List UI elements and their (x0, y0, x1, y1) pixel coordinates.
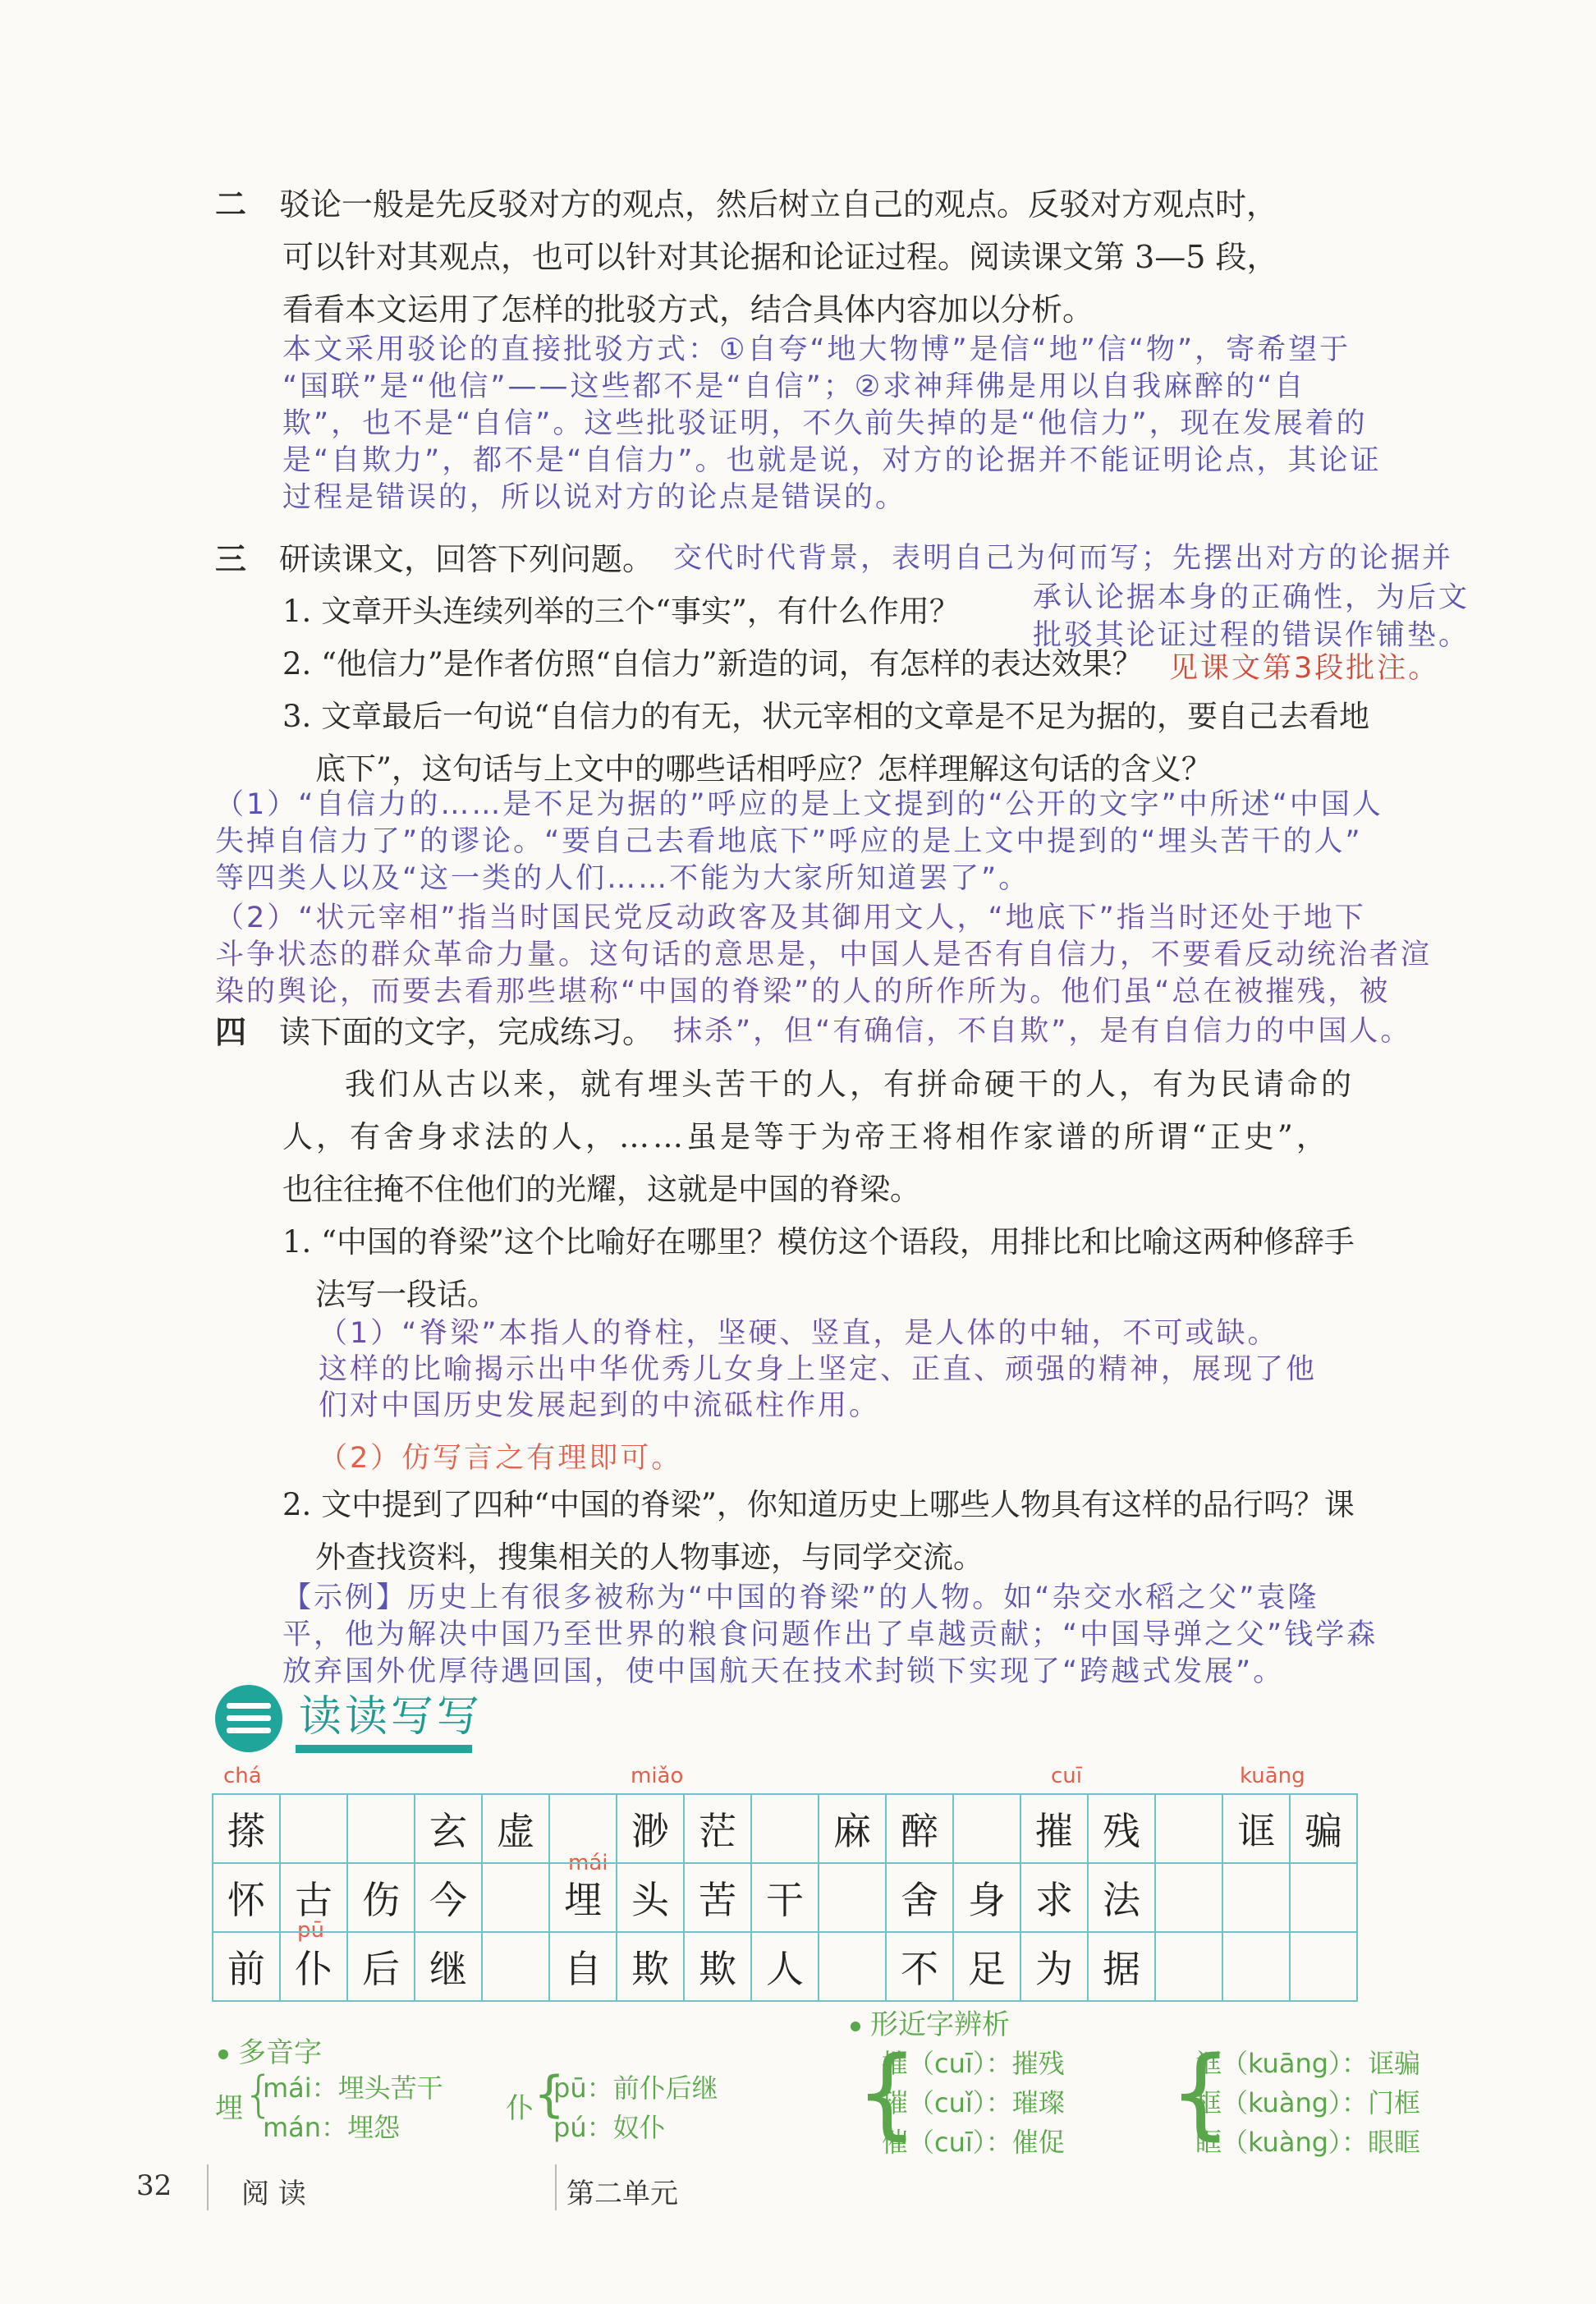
pinyin-mai: mái (568, 1851, 608, 1875)
grid-cell: 麻 (819, 1794, 886, 1863)
q3-answer-5: 斗争状态的群众革命力量。这句话的意思是，中国人是否有自信力，不要看反动统治者渲 (215, 939, 1433, 971)
grid-cell: 今 (415, 1863, 482, 1932)
list-section-icon (215, 1685, 282, 1752)
word-grid (212, 1793, 1358, 2002)
pinyin-pu: pū (297, 1918, 324, 1943)
pinyin-cui: cuī (1051, 1764, 1082, 1788)
q4-passage-3: 也往往掩不住他们的光耀，这就是中国的脊梁。 (282, 1172, 920, 1207)
q4-passage-2: 人，有舍身求法的人，……虽是等于为帝王将相作家谱的所谓“正史”， (282, 1119, 1330, 1154)
q4-item-2-line-1: 2. 文中提到了四种“中国的脊梁”，你知道历史上哪些人物具有这样的品行吗？课 (282, 1487, 1355, 1522)
q4-item-1-line-2: 法写一段话。 (315, 1277, 498, 1312)
footer-section: 阅 读 (241, 2178, 306, 2210)
pu-char: 仆 (506, 2092, 534, 2125)
grid-cell (1155, 1794, 1222, 1863)
kuang-item-1: 诓（kuāng）：诓骗 (1195, 2048, 1421, 2079)
grid-cell: 伤 (347, 1863, 415, 1932)
q3-item-2-answer: 见课文第3段批注。 (1169, 652, 1440, 685)
grid-cell (819, 1932, 886, 2001)
grid-cell (1222, 1863, 1290, 1932)
q2-line-3: 看看本文运用了怎样的批驳方式，结合具体内容加以分析。 (282, 291, 1094, 328)
q4-item-1-answer-4: （2）仿写言之有理即可。 (319, 1442, 683, 1475)
grid-cell: 苦 (684, 1863, 751, 1932)
q3-answer-1: （1）“自信力的……是不足为据的”呼应的是上文提到的“公开的文字”中所述“中国人 (215, 788, 1383, 821)
q4-title: 读下面的文字，完成练习。 (279, 1014, 654, 1050)
cui-item-2: 璀（cuǐ）：璀璨 (882, 2087, 1065, 2118)
grid-cell: 自 (549, 1932, 617, 2001)
section-title-underline (296, 1745, 472, 1753)
q2-answer-5: 过程是错误的，所以说对方的论点是错误的。 (282, 481, 907, 514)
grid-cell (751, 1794, 819, 1863)
cui-item-1: 摧（cuī）：摧残 (882, 2048, 1065, 2079)
grid-cell: 仆 (280, 1932, 347, 2001)
grid-row (213, 1863, 1357, 1932)
grid-cell: 虚 (482, 1794, 549, 1863)
q4-item-1-answer-2: 这样的比喻揭示出中华优秀儿女身上坚定、正直、顽强的精神，展现了他 (319, 1353, 1318, 1386)
pu-brace: { (534, 2066, 566, 2123)
q4-number: 四 (215, 1013, 247, 1050)
mai-reading-1: mái：埋头苦干 (263, 2072, 443, 2104)
q4-item-2-line-2: 外查找资料，搜集相关的人物事迹，与同学交流。 (315, 1540, 984, 1575)
grid-cell (1222, 1932, 1290, 2001)
cui-item-3: 催（cuī）：催促 (882, 2127, 1065, 2158)
grid-cell: 据 (1088, 1932, 1155, 2001)
mai-char: 埋 (215, 2092, 243, 2125)
q3-item-3-line-1: 3. 文章最后一句说“自信力的有无，状元宰相的文章是不足为据的，要自己去看地 (282, 699, 1369, 734)
grid-cell (549, 1794, 617, 1863)
q3-item-1: 1. 文章开头连续列举的三个“事实”，有什么作用？ (282, 594, 960, 629)
q2-line-2: 可以针对其观点，也可以针对其论据和论证过程。阅读课文第 3—5 段， (282, 239, 1278, 275)
q3-answer-7: 抹杀”，但“有确信，不自欺”，是有自信力的中国人。 (673, 1015, 1412, 1048)
q3-answer-4: （2）“状元宰相”指当时国民党反动政客及其御用文人，“地底下”指当时还处于地下 (215, 902, 1366, 934)
footer-divider (555, 2164, 557, 2210)
grid-cell: 古 (280, 1863, 347, 1932)
q3-answer-3: 等四类人以及“这一类的人们……不能为大家所知道罢了”。 (215, 862, 1030, 895)
grid-cell: 怀 (213, 1863, 280, 1932)
q3-number: 三 (215, 540, 247, 577)
q4-item-2-answer-2: 平，他为解决中国乃至世界的粮食问题作出了卓越贡献；“中国导弹之父”钱学森 (282, 1618, 1378, 1651)
bullet-icon (851, 2022, 860, 2031)
grid-cell: 为 (1020, 1932, 1088, 2001)
q3-note-3: 批驳其论证过程的错误作铺垫。 (1033, 619, 1470, 652)
q4-item-1-line-1: 1. “中国的脊梁”这个比喻好在哪里？模仿这个语段，用排比和比喻这两种修辞手 (282, 1224, 1355, 1260)
grid-cell: 前 (213, 1932, 280, 2001)
grid-cell: 法 (1088, 1863, 1155, 1932)
duoyin-heading (218, 2030, 322, 2070)
pinyin-miao: miǎo (631, 1764, 684, 1788)
grid-cell (482, 1863, 549, 1932)
q4-item-2-answer-3: 放弃国外优厚待遇回国，使中国航天在技术封锁下实现了“跨越式发展”。 (282, 1655, 1285, 1688)
footer-divider (207, 2164, 209, 2210)
grid-cell: 骗 (1290, 1794, 1357, 1863)
cui-brace: { (855, 2036, 919, 2150)
footer-unit: 第二单元 (566, 2178, 678, 2210)
grid-row (213, 1794, 1357, 1863)
grid-cell: 摧 (1020, 1794, 1088, 1863)
q4-item-2-answer-1: 【示例】历史上有很多被称为“中国的脊梁”的人物。如“杂交水稻之父”袁隆 (282, 1581, 1319, 1614)
kuang-item-3: 眶（kuàng）：眼眶 (1195, 2127, 1421, 2158)
q2-answer-4: 是“自欺力”，都不是“自信力”。也就是说，对方的论据并不能证明论点，其论证 (282, 444, 1382, 477)
grid-cell: 玄 (415, 1794, 482, 1863)
grid-cell: 继 (415, 1932, 482, 2001)
q3-answer-2: 失掉自信力了”的谬论。“要自己去看地底下”呼应的是上文中提到的“埋头苦干的人” (215, 825, 1363, 858)
q4-passage-1: 我们从古以来，就有埋头苦干的人，有拼命硬干的人，有为民请命的 (345, 1067, 1355, 1102)
grid-cell: 后 (347, 1932, 415, 2001)
kuang-brace: { (1169, 2036, 1232, 2150)
grid-cell: 茫 (684, 1794, 751, 1863)
grid-cell: 身 (953, 1863, 1020, 1932)
grid-cell: 舍 (886, 1863, 953, 1932)
q2-answer-2: “国联”是“他信”——这些都不是“自信”；②求神拜佛是用以自我麻醉的“自 (282, 370, 1306, 403)
grid-cell (482, 1932, 549, 2001)
q4-item-1-answer-3: 们对中国历史发展起到的中流砥柱作用。 (319, 1389, 881, 1422)
grid-cell: 人 (751, 1932, 819, 2001)
grid-cell: 埋 (549, 1863, 617, 1932)
grid-cell (1155, 1863, 1222, 1932)
q3-item-3-line-2: 底下”，这句话与上文中的哪些话相呼应？怎样理解这句话的含义？ (315, 751, 1212, 787)
q3-item-2: 2. “他信力”是作者仿照“自信力”新造的词，有怎样的表达效果？ (282, 646, 1143, 682)
grid-cell: 求 (1020, 1863, 1088, 1932)
q2-answer-3: 欺”，也不是“自信”。这些批驳证明，不久前失掉的是“他信力”，现在发展着的 (282, 407, 1368, 440)
xingjin-title: 形近字辨析 (870, 2008, 1010, 2041)
page-number: 32 (136, 2169, 172, 2202)
pu-reading-2: pú：奴仆 (553, 2112, 666, 2143)
grid-cell (347, 1794, 415, 1863)
mai-reading-2: mán：埋怨 (263, 2112, 401, 2143)
q3-answer-6: 染的舆论，而要去看那些堪称“中国的脊梁”的人的所作所为。他们虽“总在被摧残，被 (215, 975, 1391, 1008)
grid-cell: 渺 (617, 1794, 684, 1863)
pu-reading-1: pū：前仆后继 (553, 2072, 718, 2104)
grid-cell: 欺 (684, 1932, 751, 2001)
q4-item-1-answer-1: （1）“脊梁”本指人的脊柱，坚硬、竖直，是人体的中轴，不可或缺。 (319, 1317, 1279, 1350)
grid-cell: 不 (886, 1932, 953, 2001)
grid-cell: 诓 (1222, 1794, 1290, 1863)
grid-cell: 残 (1088, 1794, 1155, 1863)
section-title: 读读写写 (299, 1692, 484, 1742)
q3-note-2: 承认论据本身的正确性，为后文 (1033, 581, 1470, 614)
q3-title: 研读课文，回答下列问题。 (279, 541, 654, 577)
pinyin-kuang: kuāng (1240, 1764, 1305, 1788)
q3-note-1: 交代时代背景，表明自己为何而写；先摆出对方的论据并 (673, 542, 1454, 575)
grid-cell: 欺 (617, 1932, 684, 2001)
q2-answer-1: 本文采用驳论的直接批驳方式：①自夸“地大物博”是信“地”信“物”，寄希望于 (282, 333, 1351, 366)
pinyin-cha: chá (223, 1764, 262, 1788)
grid-cell (953, 1794, 1020, 1863)
bullet-icon (218, 2049, 228, 2059)
kuang-item-2: 框（kuàng）：门框 (1195, 2087, 1421, 2118)
grid-cell (1290, 1932, 1357, 2001)
grid-cell: 醉 (886, 1794, 953, 1863)
grid-cell (819, 1863, 886, 1932)
grid-cell (1290, 1863, 1357, 1932)
grid-cell (1155, 1932, 1222, 2001)
grid-cell: 干 (751, 1863, 819, 1932)
grid-cell: 足 (953, 1932, 1020, 2001)
grid-cell: 搽 (213, 1794, 280, 1863)
grid-row (213, 1932, 1357, 2001)
q2-line-1: 驳论一般是先反驳对方的观点，然后树立自己的观点。反驳对方观点时， (279, 186, 1278, 223)
grid-cell: 头 (617, 1863, 684, 1932)
mai-brace: { (243, 2066, 275, 2123)
duoyin-title: 多音字 (238, 2036, 322, 2069)
grid-cell (280, 1794, 347, 1863)
q2-number: 二 (215, 186, 247, 223)
